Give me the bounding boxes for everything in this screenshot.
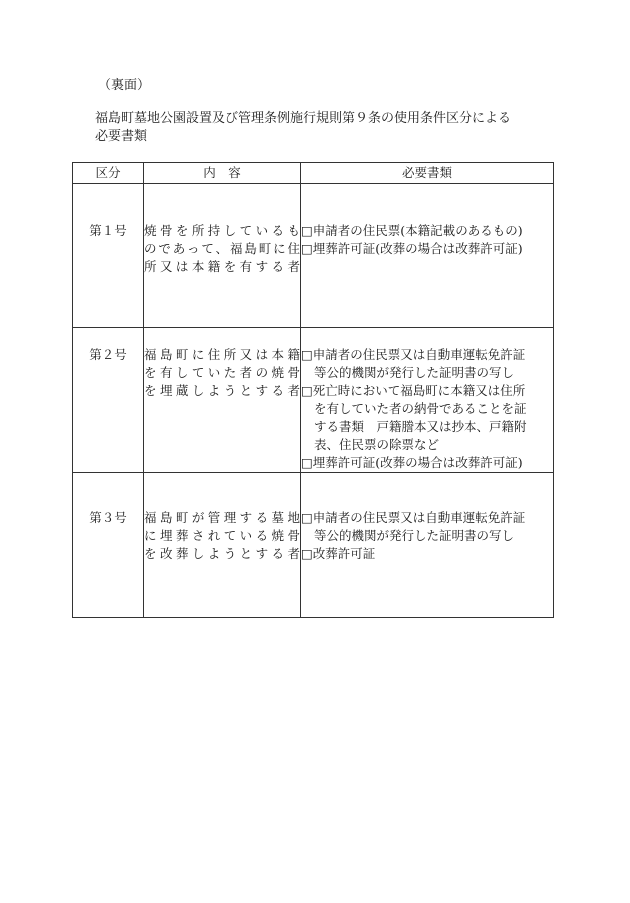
row-documents: [301, 473, 554, 618]
description-line: 焼骨を所持しているも: [144, 223, 300, 238]
row-documents: [301, 184, 554, 328]
table-row: [73, 184, 554, 328]
description-line: 所又は本籍を有する者: [144, 259, 300, 274]
document-line: 表、住民票の除票など: [314, 437, 440, 452]
document-item: [301, 545, 553, 563]
document-heading: [95, 110, 555, 146]
document-item: [301, 222, 553, 240]
table-header-row: [73, 163, 554, 184]
row-category: 第１号: [73, 184, 144, 328]
document-line: □申請者の住民票又は自動車運転免許証: [301, 510, 526, 525]
document-line: □埋葬許可証(改葬の場合は改葬許可証): [301, 455, 523, 470]
document-line: □死亡時において福島町に本籍又は住所: [301, 383, 526, 398]
description-line: のであって、福島町に住: [144, 241, 300, 256]
document-line: 等公的機関が発行した証明書の写し: [314, 365, 515, 380]
document-line: □改葬許可証: [301, 546, 376, 561]
row-description: [144, 184, 301, 328]
document-item: [301, 382, 553, 454]
header-documents: 必要書類: [301, 163, 554, 184]
row-description: [144, 473, 301, 618]
document-item: [301, 454, 553, 472]
document-item: [301, 240, 553, 258]
document-line: 等公的機関が発行した証明書の写し: [314, 528, 515, 543]
description-line: を埋蔵しようとする者: [144, 383, 300, 398]
document-line: を有していた者の納骨であることを証: [314, 401, 527, 416]
row-category: 第３号: [73, 473, 144, 618]
document-item: [301, 346, 553, 382]
table-row: [73, 473, 554, 618]
description-line: 福島町に住所又は本籍: [144, 347, 300, 362]
table-row: [73, 328, 554, 473]
description-line: に埋葬されている焼骨: [144, 528, 300, 543]
description-line: を有していた者の焼骨: [144, 365, 300, 380]
header-content: 内 容: [144, 163, 301, 184]
document-line: □申請者の住民票又は自動車運転免許証: [301, 347, 526, 362]
description-line: を改葬しようとする者: [144, 546, 300, 561]
row-category: 第２号: [73, 328, 144, 473]
heading-line: 福島町墓地公園設置及び管理条例施行規則第９条の使用条件区分による: [95, 111, 512, 126]
document-item: [301, 509, 553, 545]
reverse-side-note: （裏面）: [98, 78, 151, 93]
document-line: する書類 戸籍謄本又は抄本、戸籍附: [314, 419, 527, 434]
header-category: 区分: [73, 163, 144, 184]
required-documents-table: [72, 162, 554, 618]
document-line: □申請者の住民票(本籍記載のあるもの): [301, 223, 523, 238]
heading-line: 必要書類: [95, 129, 148, 144]
description-line: 福島町が管理する墓地: [144, 510, 300, 525]
document-line: □埋葬許可証(改葬の場合は改葬許可証): [301, 241, 523, 256]
row-description: [144, 328, 301, 473]
row-documents: [301, 328, 554, 473]
